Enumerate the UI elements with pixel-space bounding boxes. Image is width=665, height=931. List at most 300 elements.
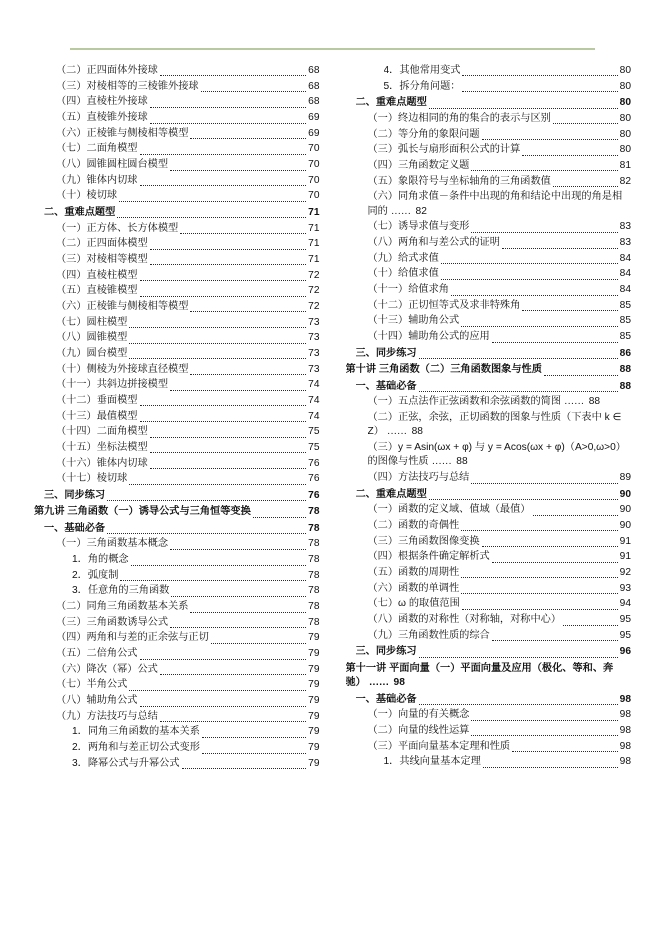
toc-entry[interactable] — [56, 331, 320, 345]
toc-entry-title: （三）三角函数诱导公式 — [56, 616, 169, 628]
toc-entry-title: （八）函数的对称性（对称轴，对称中心） — [367, 614, 562, 626]
toc-entry-title: （四）两角和与差的正余弦与正切 — [56, 632, 209, 644]
toc-entry-title: （二）向量的线性运算 — [367, 724, 470, 736]
toc-entry-title: （三）平面向量基本定理和性质 — [367, 740, 511, 752]
toc-leader-dots — [522, 154, 617, 156]
toc-entry[interactable] — [368, 143, 632, 157]
toc-entry-page: 88 — [588, 396, 601, 408]
toc-leader-dots — [201, 90, 307, 92]
toc-leader-dots — [461, 592, 617, 594]
toc-columns — [34, 50, 631, 901]
toc-entry[interactable] — [56, 647, 320, 661]
toc-entry[interactable] — [368, 550, 632, 564]
toc-entry[interactable] — [56, 663, 320, 677]
toc-entry-page: 74 — [308, 410, 320, 422]
toc-leader-dots — [492, 639, 618, 641]
toc-leader-dots — [107, 532, 306, 534]
toc-entry-title: （十二）正切恒等式及求非特殊角 — [367, 299, 521, 311]
toc-entry[interactable] — [356, 96, 632, 110]
toc-entry-title: （十五）坐标法模型 — [56, 441, 148, 453]
toc-entry[interactable] — [56, 378, 320, 392]
toc-entry[interactable] — [44, 206, 320, 220]
toc-entry[interactable] — [368, 519, 632, 533]
toc-entry-title: （六）正棱锥与侧棱相等模型 — [56, 127, 189, 139]
toc-entry-title: （二）函数的奇偶性 — [367, 519, 460, 531]
toc-entry[interactable] — [56, 80, 320, 94]
toc-entry[interactable] — [368, 283, 632, 297]
toc-entry[interactable] — [346, 363, 632, 377]
toc-entry[interactable] — [356, 693, 632, 707]
toc-leader-dots — [482, 138, 618, 140]
toc-entry[interactable] — [56, 600, 320, 614]
toc-entry-page: 73 — [308, 363, 320, 375]
toc-entry[interactable] — [56, 394, 320, 408]
toc-entry-title: （六）同角求值－条件中出现的角和结论中出现的角是相同的 — [367, 191, 623, 217]
toc-entry-page: 83 — [619, 237, 631, 249]
toc-entry[interactable] — [56, 127, 320, 141]
toc-entry-page: 79 — [308, 742, 320, 754]
toc-entry-page: 78 — [308, 616, 320, 628]
toc-entry-title: （十）侧棱为外接球直径模型 — [56, 363, 189, 375]
toc-entry[interactable] — [384, 64, 632, 78]
toc-entry-page: 81 — [619, 159, 631, 171]
toc-entry[interactable] — [56, 95, 320, 109]
toc-entry[interactable] — [56, 142, 320, 156]
toc-leader-dots — [419, 656, 618, 658]
toc-entry-page: 78 — [308, 538, 320, 550]
toc-leader-dots — [190, 611, 306, 613]
toc-entry-page: 90 — [619, 488, 631, 500]
toc-leader-dots — [160, 74, 306, 76]
toc-leader-dots — [533, 514, 618, 516]
toc-entry-page: 79 — [308, 726, 320, 738]
toc-entry-page: 98 — [619, 756, 631, 768]
toc-leader-dots — [553, 122, 618, 124]
toc-entry-page: 98 — [619, 740, 631, 752]
toc-leader-dots — [129, 342, 306, 344]
toc-entry-title: （七）诱导求值与变形 — [367, 221, 470, 233]
toc-leader-dots — [140, 279, 307, 281]
toc-entry[interactable] — [384, 80, 632, 94]
toc-entry[interactable] — [56, 472, 320, 486]
toc-entry-page: 91 — [619, 551, 631, 563]
toc-entry-page: 80 — [619, 144, 631, 156]
toc-entry[interactable] — [356, 645, 632, 659]
toc-entry[interactable] — [56, 694, 320, 708]
toc-leader-dots — [471, 231, 617, 233]
toc-leader-dots — [119, 200, 306, 202]
toc-entry-page: 73 — [308, 347, 320, 359]
toc-entry-page: 68 — [308, 65, 320, 76]
toc-entry-page: 84 — [619, 268, 631, 280]
toc-leader-dots — [419, 390, 618, 392]
toc-leader-dots: ...... — [387, 205, 415, 217]
toc-entry-page: 71 — [308, 253, 320, 265]
toc-leader-dots: ...... — [561, 396, 588, 408]
toc-entry[interactable] — [368, 503, 632, 517]
toc-leader-dots — [211, 642, 306, 644]
toc-entry-page: 79 — [308, 695, 320, 707]
toc-leader-dots — [544, 374, 618, 376]
toc-entry-page: 75 — [308, 441, 320, 453]
toc-entry-title: （九）三角函数性质的综合 — [367, 629, 490, 641]
toc-entry-page: 72 — [308, 300, 320, 312]
toc-leader-dots — [140, 295, 307, 297]
toc-entry-title: （三）对棱相等模型 — [56, 253, 148, 265]
toc-entry-page: 71 — [308, 222, 320, 234]
toc-entry-page: 80 — [619, 65, 631, 76]
toc-entry-page: 76 — [308, 489, 320, 501]
toc-entry-title: （三）y = Asin(ωx + φ) 与 y = Acos(ωx + φ)（A>0,ω>0）的图像与性质 — [367, 442, 626, 468]
toc-entry-page: 95 — [619, 614, 631, 626]
toc-leader-dots — [471, 719, 617, 721]
toc-leader-dots — [461, 576, 617, 578]
toc-leader-dots — [429, 107, 618, 109]
toc-entry-title: （七）圆柱模型 — [56, 316, 128, 328]
toc-entry-page: 98 — [619, 693, 631, 705]
toc-entry[interactable] — [368, 112, 632, 126]
toc-entry-page: 72 — [308, 269, 320, 281]
toc-leader-dots — [170, 389, 306, 391]
toc-entry[interactable] — [56, 425, 320, 439]
toc-entry-page: 80 — [619, 97, 631, 109]
toc-entry[interactable] — [356, 488, 632, 502]
toc-entry[interactable] — [368, 252, 632, 266]
toc-entry[interactable] — [368, 724, 632, 738]
toc-leader-dots — [492, 341, 618, 343]
toc-entry-title: （八）圆锥模型 — [56, 332, 128, 344]
toc-entry-title: 5．拆分角问题： — [383, 80, 461, 92]
toc-entry[interactable] — [56, 222, 320, 236]
toc-entry-page: 80 — [619, 112, 631, 124]
toc-entry-title: （十）棱切球 — [56, 190, 118, 202]
toc-entry[interactable] — [56, 269, 320, 283]
toc-leader-dots — [140, 153, 307, 155]
toc-leader-dots — [150, 467, 306, 469]
toc-entry-page: 89 — [619, 472, 631, 484]
toc-leader-dots — [202, 752, 306, 754]
toc-entry-title: 1．角的概念 — [72, 554, 129, 566]
toc-entry[interactable] — [56, 631, 320, 645]
toc-entry[interactable] — [56, 253, 320, 267]
toc-entry[interactable] — [346, 662, 632, 691]
toc-entry[interactable] — [56, 158, 320, 172]
toc-entry-title: （五）象限符号与坐标轴角的三角函数值 — [367, 175, 551, 187]
toc-entry[interactable] — [56, 441, 320, 455]
toc-entry-title: （四）方法技巧与总结 — [367, 472, 470, 484]
toc-entry-page: 70 — [308, 174, 320, 186]
toc-entry[interactable] — [56, 410, 320, 424]
toc-entry[interactable] — [356, 347, 632, 361]
toc-entry-page: 73 — [308, 332, 320, 344]
toc-leader-dots — [140, 658, 307, 660]
toc-leader-dots — [471, 482, 617, 484]
toc-entry-title: 一、基础必备 — [355, 380, 417, 392]
toc-entry-page: 69 — [308, 112, 320, 124]
toc-entry[interactable] — [72, 553, 320, 567]
toc-entry-title: （七）ω 的取值范围 — [367, 598, 460, 610]
toc-leader-dots — [471, 734, 617, 736]
toc-entry[interactable] — [368, 314, 632, 328]
toc-entry[interactable] — [72, 725, 320, 739]
toc-leader-dots — [129, 483, 306, 485]
toc-leader-dots — [131, 564, 307, 566]
toc-entry-title: （五）函数的周期性 — [367, 567, 460, 578]
toc-leader-dots — [171, 595, 306, 597]
toc-entry[interactable] — [368, 708, 632, 722]
toc-entry-page: 73 — [308, 316, 320, 328]
toc-entry-title: （十二）垂面模型 — [56, 394, 138, 406]
toc-entry-title: 3．降幂公式与升幂公式 — [72, 757, 180, 769]
toc-entry-page: 76 — [308, 473, 320, 485]
toc-entry[interactable] — [368, 411, 632, 440]
toc-entry[interactable] — [56, 316, 320, 330]
toc-leader-dots — [462, 90, 617, 92]
toc-entry[interactable] — [368, 471, 632, 485]
toc-entry-title: 二、重难点题型 — [44, 206, 116, 218]
toc-entry-page: 78 — [308, 601, 320, 613]
toc-entry[interactable] — [356, 380, 632, 394]
toc-entry[interactable] — [368, 175, 632, 189]
toc-leader-dots — [170, 548, 306, 550]
toc-entry-title: （三）三角函数图像变换 — [367, 535, 480, 547]
toc-entry-title: （十三）辅助角公式 — [367, 315, 460, 327]
toc-entry[interactable] — [368, 582, 632, 596]
toc-entry-title: 第十讲 三角函数（二）三角函数图象与性质 — [345, 364, 542, 376]
toc-entry[interactable] — [56, 284, 320, 298]
toc-leader-dots — [563, 624, 618, 626]
toc-leader-dots — [429, 498, 618, 500]
toc-leader-dots — [461, 529, 617, 531]
toc-entry-page: 71 — [308, 238, 320, 250]
toc-entry[interactable] — [368, 128, 632, 142]
toc-entry-title: 三、同步练习 — [44, 489, 106, 501]
toc-entry-page: 80 — [619, 80, 631, 92]
toc-leader-dots — [120, 579, 306, 581]
toc-entry-title: 一、基础必备 — [44, 522, 106, 534]
toc-entry-title: 1．同角三角函数的基本关系 — [72, 726, 200, 738]
toc-leader-dots — [190, 373, 306, 375]
toc-entry-page: 88 — [619, 364, 631, 376]
toc-leader-dots: ...... — [383, 426, 411, 438]
toc-leader-dots: ...... — [365, 677, 393, 689]
toc-leader-dots — [150, 248, 306, 250]
toc-entry-title: （六）正棱锥与侧棱相等模型 — [56, 300, 189, 312]
toc-leader-dots — [451, 294, 618, 296]
toc-entry-title: 一、基础必备 — [355, 693, 417, 705]
toc-entry-page: 88 — [411, 426, 423, 438]
toc-entry-title: 三、同步练习 — [355, 646, 417, 658]
toc-entry-title: 二、重难点题型 — [355, 97, 427, 109]
toc-entry-page: 72 — [308, 285, 320, 297]
toc-entry[interactable] — [368, 220, 632, 234]
toc-entry-page: 70 — [308, 190, 320, 202]
toc-entry-page: 95 — [619, 629, 631, 641]
toc-entry[interactable] — [368, 441, 632, 470]
toc-entry[interactable] — [72, 584, 320, 598]
toc-leader-dots — [462, 608, 618, 610]
toc-leader-dots — [419, 357, 618, 359]
toc-leader-dots — [107, 499, 306, 501]
toc-entry-page: 93 — [619, 582, 631, 594]
toc-leader-dots — [117, 216, 306, 218]
toc-entry-title: （一）向量的有关概念 — [367, 709, 470, 721]
toc-entry-page: 98 — [619, 709, 631, 721]
toc-entry[interactable] — [56, 300, 320, 314]
toc-leader-dots — [170, 626, 306, 628]
toc-entry[interactable] — [56, 616, 320, 630]
toc-entry-page: 84 — [619, 252, 631, 264]
toc-leader-dots — [441, 262, 618, 264]
toc-entry[interactable] — [368, 267, 632, 281]
toc-entry-page: 83 — [619, 221, 631, 233]
toc-entry[interactable] — [72, 757, 320, 771]
toc-entry-title: （三）弧长与扇形面积公式的计算 — [367, 144, 521, 156]
toc-entry[interactable] — [56, 457, 320, 471]
toc-leader-dots — [182, 767, 307, 769]
toc-entry-page: 78 — [308, 554, 320, 566]
toc-leader-dots — [462, 74, 617, 76]
toc-entry[interactable] — [56, 537, 320, 551]
toc-entry-page: 92 — [619, 567, 631, 578]
toc-entry[interactable] — [56, 678, 320, 692]
toc-entry-title: （二）正四面体模型 — [56, 238, 148, 250]
toc-entry[interactable] — [56, 174, 320, 188]
toc-entry[interactable] — [368, 299, 632, 313]
toc-leader-dots — [190, 310, 306, 312]
toc-entry-title: （二）同角三角函数基本关系 — [56, 601, 189, 613]
toc-entry-page: 98 — [393, 677, 405, 689]
toc-leader-dots — [482, 545, 618, 547]
toc-entry-title: （八）辅助角公式 — [56, 695, 138, 707]
toc-entry-page: 86 — [619, 347, 631, 359]
toc-leader-dots — [471, 169, 617, 171]
toc-entry-page: 79 — [308, 632, 320, 644]
toc-entry[interactable] — [368, 395, 632, 409]
toc-entry-page: 94 — [619, 598, 631, 610]
toc-entry[interactable] — [368, 566, 632, 580]
toc-entry-page: 96 — [619, 646, 631, 658]
toc-entry[interactable] — [368, 330, 632, 344]
toc-entry-title: 2．两角和与差正切公式变形 — [72, 742, 200, 754]
toc-entry[interactable] — [368, 535, 632, 549]
toc-entry-page: 70 — [308, 159, 320, 171]
toc-entry-title: 2．弧度制 — [72, 569, 119, 581]
toc-entry-title: （十六）锥体内切球 — [56, 457, 148, 469]
toc-leader-dots — [150, 263, 306, 265]
toc-entry-title: （十一）给值求角 — [367, 284, 449, 296]
toc-entry-title: （四）根据条件确定解析式 — [367, 551, 490, 563]
toc-entry-page: 78 — [308, 569, 320, 581]
toc-entry-title: （二）等分角的象限问题 — [367, 128, 480, 140]
toc-entry-title: 第九讲 三角函数（一）诱导公式与三角恒等变换 — [34, 506, 251, 518]
toc-entry[interactable] — [368, 613, 632, 627]
toc-entry[interactable] — [56, 189, 320, 203]
toc-entry-title: （八）圆锥圆柱圆台模型 — [56, 159, 169, 171]
toc-leader-dots — [150, 451, 306, 453]
toc-entry-page: 85 — [619, 331, 631, 343]
toc-entry-title: 第十一讲 平面向量（一）平面向量及应用（极化、等和、奔驰） — [345, 662, 614, 689]
toc-entry-title: （五）二倍角公式 — [56, 648, 138, 660]
toc-entry[interactable] — [56, 710, 320, 724]
toc-entry[interactable] — [384, 755, 632, 769]
toc-entry[interactable] — [44, 489, 320, 503]
toc-entry-title: （四）三角函数定义题 — [367, 159, 470, 171]
toc-entry-page: 74 — [308, 379, 320, 391]
toc-entry[interactable] — [56, 237, 320, 251]
toc-entry-title: （一）三角函数基本概念 — [56, 538, 169, 550]
toc-entry[interactable] — [56, 111, 320, 125]
toc-entry-page: 78 — [308, 522, 320, 534]
toc-entry-page: 85 — [619, 315, 631, 327]
toc-entry-page: 79 — [308, 648, 320, 660]
toc-entry[interactable] — [72, 569, 320, 583]
toc-leader-dots — [483, 766, 618, 768]
toc-entry[interactable] — [56, 64, 320, 78]
toc-leader-dots — [502, 247, 618, 249]
toc-entry[interactable] — [368, 190, 632, 219]
toc-leader-dots — [129, 357, 306, 359]
page-top-rule — [70, 48, 595, 50]
toc-entry-title: （四）直棱柱外接球 — [56, 96, 148, 108]
toc-entry-page: 79 — [308, 757, 320, 769]
toc-entry-title: （十四）辅助角公式的应用 — [367, 331, 490, 343]
toc-entry-title: （一）终边相同的角的集合的表示与区别 — [367, 112, 551, 124]
toc-entry-page: 70 — [308, 143, 320, 155]
toc-entry-page: 88 — [456, 456, 468, 468]
toc-entry-title: 二、重难点题型 — [355, 488, 427, 500]
toc-entry-title: （三）对棱相等的三棱锥外接球 — [56, 80, 199, 92]
toc-right-column — [346, 50, 632, 901]
toc-leader-dots — [512, 750, 618, 752]
toc-entry-page: 75 — [308, 426, 320, 438]
toc-entry-title: （四）直棱柱模型 — [56, 269, 138, 281]
toc-entry-page: 74 — [308, 394, 320, 406]
toc-entry[interactable] — [368, 629, 632, 643]
toc-entry-page: 78 — [308, 585, 320, 597]
toc-entry[interactable] — [368, 740, 632, 754]
toc-entry-page: 68 — [308, 96, 320, 108]
toc-entry-title: （八）两角和与差公式的证明 — [367, 237, 500, 249]
toc-entry-page: 90 — [619, 519, 631, 531]
toc-entry-page: 85 — [619, 299, 631, 311]
toc-entry-page: 71 — [308, 206, 320, 218]
toc-entry[interactable] — [368, 159, 632, 173]
toc-leader-dots — [160, 720, 306, 722]
toc-entry[interactable] — [72, 741, 320, 755]
toc-entry-title: （二）正四面体外接球 — [56, 65, 158, 76]
toc-entry-title: 1．共线向量基本定理 — [383, 756, 481, 768]
toc-leader-dots: ...... — [428, 456, 456, 468]
toc-leader-dots — [180, 232, 306, 234]
toc-leader-dots — [129, 689, 306, 691]
toc-entry[interactable] — [56, 363, 320, 377]
toc-entry-title: （十三）最值模型 — [56, 410, 138, 422]
toc-leader-dots — [419, 703, 618, 705]
toc-entry[interactable] — [44, 522, 320, 536]
toc-entry[interactable] — [368, 236, 632, 250]
toc-entry-title: （一）五点法作正弦函数和余弦函数的简图 — [367, 396, 562, 408]
toc-entry[interactable] — [34, 505, 320, 519]
toc-entry-title: （六）降次（幂）公式 — [56, 663, 158, 675]
toc-entry-title: （五）直棱锥外接球 — [56, 112, 148, 124]
toc-entry[interactable] — [56, 347, 320, 361]
toc-entry-page: 80 — [619, 128, 631, 140]
toc-entry-title: （二）正弦，余弦，正切函数的图象与性质（下表中 k ∈ Z） — [367, 411, 622, 438]
toc-entry-title: （七）二面角模型 — [56, 143, 138, 155]
toc-entry[interactable] — [368, 597, 632, 611]
toc-entry-title: （七）半角公式 — [56, 679, 128, 691]
